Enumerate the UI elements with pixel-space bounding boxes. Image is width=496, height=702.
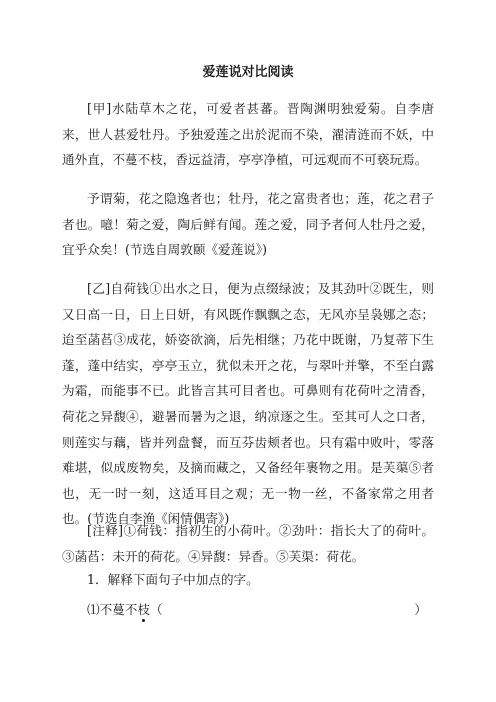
question-1-item <box>87 600 427 620</box>
passage-a-paragraph-2: 予谓菊，花之隐逸者也；牡丹，花之富贵者也；莲，花之君子者也。噫！菊之爱，陶后鲜有闻。莲之爱，同予者何人牡丹之爱，宜乎众矣！(节选自周敦颐《爱莲说》) <box>62 191 434 258</box>
answer-blank-open: （ <box>149 602 163 617</box>
dotted-character: 枝 <box>137 602 150 617</box>
passage-b-paragraph: [乙]自荷钱①出水之日，便为点缀绿波；及其劲叶②既生，则又日高一日，日上日妍，有风既作飘飘之态，无风亦呈袅娜之态；迨至菡萏③成花，娇姿欲滴，后先相继；乃花中既谢，乃复蒂下生蓬，蓬中结实，亭亭玉立，犹似未开之花，与翠叶并擎，不至白露为霜，而能事不已。此皆言其可目者也。可鼻则有花荷叶之清香，荷花之异馥④，避暑而暑为之退，纳凉逐之生。至其可人之口者，则莲实与藕，皆并列盘餐，而互芬齿颊者也。只有霜中败叶，零落难堪，似成废物矣，及摘而藏之，又备经年裹物之用。是芙蕖⑤者也，无一时一刻，这适耳目之观；无一物一丝，不备家常之用者也。(节选自李渔《闲情偶寄》) <box>62 281 434 527</box>
answer-blank-close: ） <box>414 602 427 617</box>
document-title: 爱莲说对比阅读 <box>202 65 294 80</box>
annotation-notes: [注释]①荷钱：指初生的小荷叶。②劲叶：指长大了的荷叶。③菡萏：未开的荷花。④异馥：异香。⑤芙渠：荷花。 <box>62 523 434 564</box>
question-1-text: ⑴不蔓不 <box>87 602 138 617</box>
passage-a-paragraph-1: [甲]水陆草木之花，可爱者甚蕃。晋陶渊明独爱菊。自李唐来，世人甚爱牡丹。予独爱莲之出於泥而不染，濯清涟而不妖，中通外直，不蔓不枝，香远益清，亭亭净植，可远观而不可亵玩焉。 <box>62 101 434 168</box>
question-heading: 1．解释下面句子中加点的字。 <box>87 572 259 587</box>
